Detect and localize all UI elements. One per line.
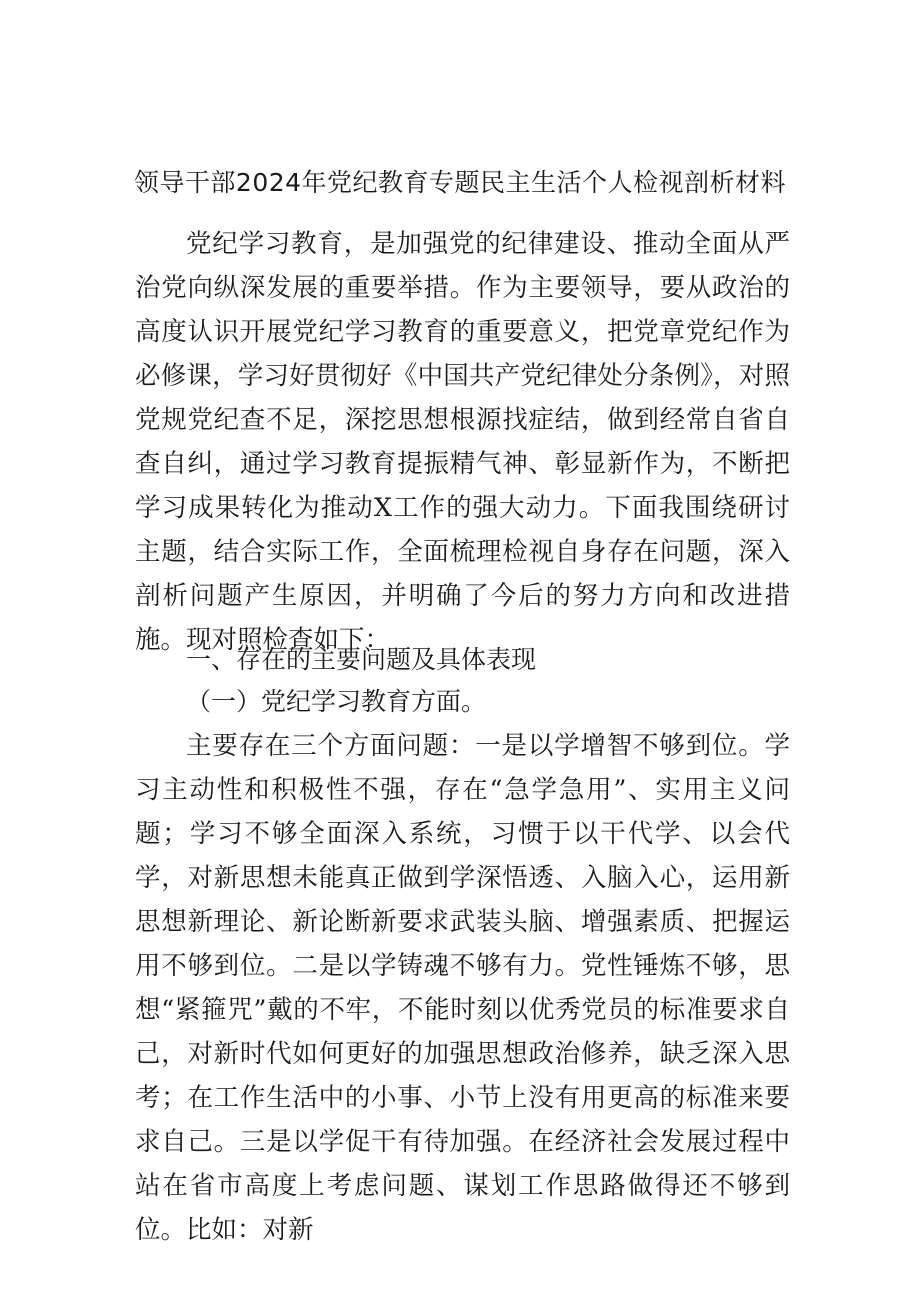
section-heading: 一、存在的主要问题及具体表现: [186, 645, 537, 674]
intro-paragraph: 党纪学习教育，是加强党的纪律建设、推动全面从严治党向纵深发展的重要举措。作为主要领导，要从政治的高度认识开展党纪学习教育的重要意义，把党章党纪作为必修课，学习好贯彻好《中国共产党纪律处分条例》，对照党规党纪查不足，深挖思想根源找症结，做到经常自省自查自纠，通过学习教育提振精气神、彰显新作为，不断把学习成果转化为推动X工作的强大动力。下面我围绕研讨主题，结合实际工作，全面梳理检视自身存在问题，深入剖析问题产生原因，并明确了今后的努力方向和改进措施。现对照检查如下：: [135, 229, 790, 655]
document-title: 领导干部2024年党纪教育专题民主生活个人检视剖析材料: [133, 168, 787, 197]
section-paragraph: 主要存在三个方面问题：一是以学增智不够到位。学习主动性和积极性不强，存在“急学急用”、实用主义问题；学习不够全面深入系统，习惯于以干代学、以会代学，对新思想未能真正做到学深悟透、入脑入心，运用新思想新理论、新论断新要求武装头脑、增强素质、把握运用不够到位。二是以学铸魂不够有力。党性锤炼不够，思想“紧箍咒”戴的不牢，不能时刻以优秀党员的标准要求自己，对新时代如何更好的加强思想政治修养，缺乏深入思考；在工作生活中的小事、小节上没有用更高的标准来要求自己。三是以学促干有待加强。在经济社会发展过程中站在省市高度上考虑问题、谋划工作思路做得还不够到位。比如：对新: [135, 731, 790, 1245]
subsection-heading: （一）党纪学习教育方面。: [186, 687, 487, 716]
